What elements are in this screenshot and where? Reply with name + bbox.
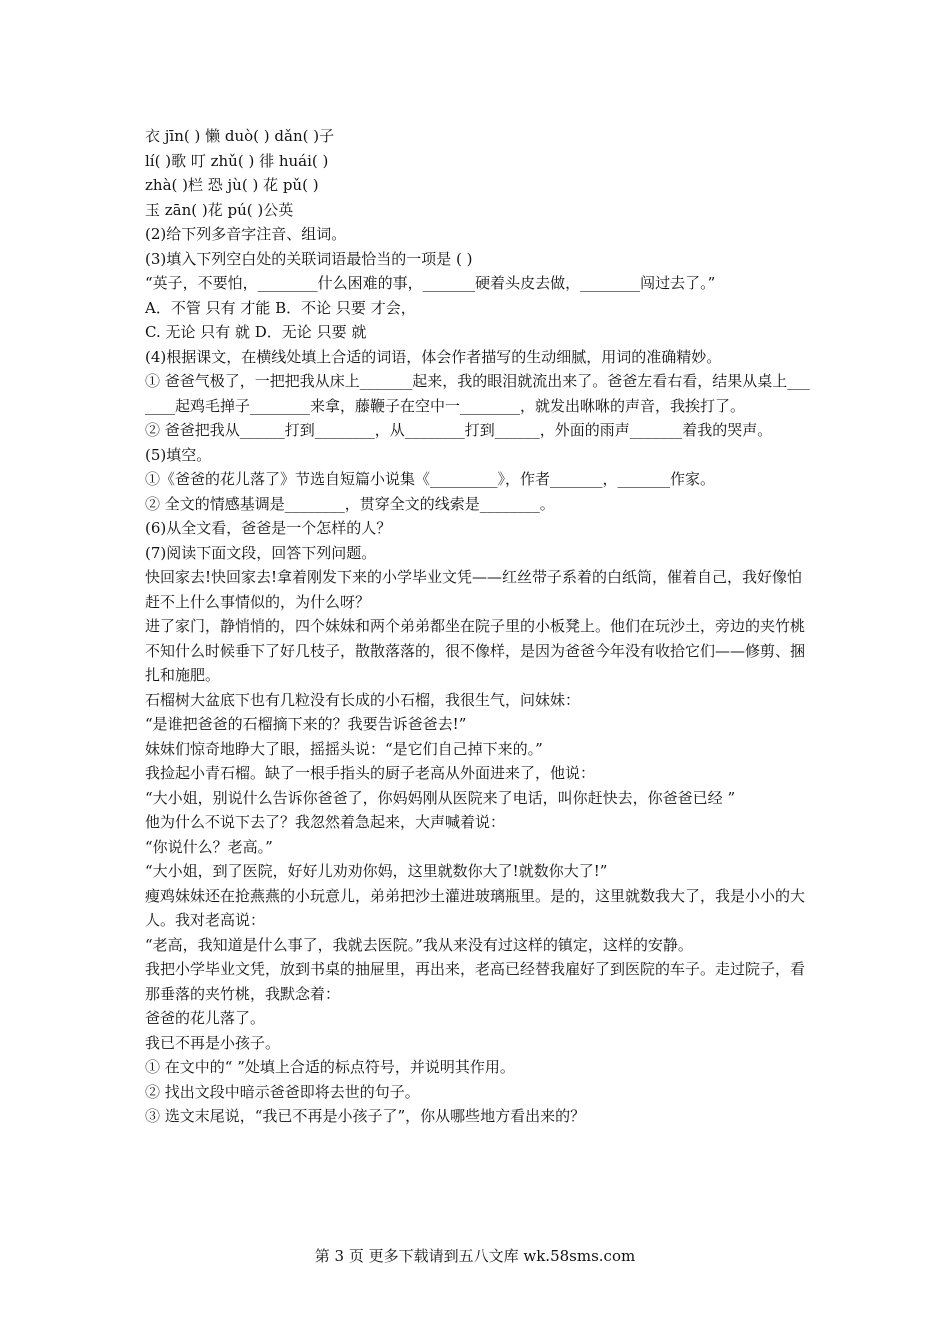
text-line: “大小姐，到了医院，好好儿劝劝你妈，这里就数你大了!就数你大了!” xyxy=(145,862,608,880)
text-line: lí( )歌 叮 zhǔ( ) 徘 huái( ) xyxy=(145,151,329,170)
option-line: A．不管 只有 才能 B．不论 只要 才会， xyxy=(145,298,416,317)
question-5: (5)填空。 xyxy=(145,445,212,464)
text-paragraph: ② 爸爸把我从______打到________，从________打到______，外面的雨声_______着我的哭声。 xyxy=(145,421,773,439)
sub-question: ② 找出文段中暗示爸爸即将去世的句子。 xyxy=(145,1082,420,1101)
text-paragraph: 我把小学毕业文凭，放到书桌的抽屉里，再出来，老高已经替我雇好了到医院的车子。走过院子，看那垂落的夹竹桃，我默念着： xyxy=(145,960,806,1003)
text-line: 妹妹们惊奇地睁大了眼，摇摇头说：“是它们自己掉下来的。” xyxy=(145,739,543,758)
option-line: C. 无论 只有 就 D．无论 只要 就 xyxy=(145,323,367,341)
question-7: (7)阅读下面文段，回答下列问题。 xyxy=(145,543,377,562)
text-line: 我捡起小青石榴。缺了一根手指头的厨子老高从外面进来了，他说： xyxy=(145,764,596,782)
question-2: (2)给下列多音字注音、组词。 xyxy=(145,225,347,243)
text-line: 玉 zān( )花 pú( )公英 xyxy=(145,200,294,219)
text-paragraph: ① 爸爸气极了，一把把我从床上_______起来，我的眼泪就流出来了。爸爸左看右看，结果从桌上_______起鸡毛掸子________来拿，藤鞭子在空中一________，就发出咻咻的声音，我挨打了。 xyxy=(145,372,810,415)
question-6: (6)从全文看，爸爸是一个怎样的人？ xyxy=(145,519,392,537)
sub-question: ① 在文中的“ ”处填上合适的标点符号，并说明其作用。 xyxy=(145,1058,515,1076)
text-line: “是谁把爸爸的石榴摘下来的？我要告诉爸爸去!” xyxy=(145,715,467,733)
text-line: 他为什么不说下去了？我忽然着急起来，大声喊着说： xyxy=(145,813,506,831)
text-line: 衣 jīn( ) 懒 duò( ) dǎn( )子 xyxy=(145,127,335,145)
text-line: zhà( )栏 恐 jù( ) 花 pǔ( ) xyxy=(145,176,319,194)
text-paragraph: 进了家门，静悄悄的，四个妹妹和两个弟弟都坐在院子里的小板凳上。他们在玩沙土，旁边的夹竹桃不知什么时候垂下了好几枝子，散散落落的，很不像样，是因为爸爸今年没有收拾它们——修剪、捆扎和施肥。 xyxy=(145,617,806,684)
sub-question: ③ 选文末尾说，“我已不再是小孩子了”，你从哪些地方看出来的？ xyxy=(145,1107,586,1125)
text-line: “老高，我知道是什么事了，我就去医院。”我从来没有过这样的镇定，这样的安静。 xyxy=(145,935,693,954)
document-body xyxy=(145,124,813,1129)
text-paragraph: 快回家去!快回家去!拿着刚发下来的小学毕业文凭——红丝带子系着的白纸筒，催着自己，我好像怕赶不上什么事情似的，为什么呀？ xyxy=(145,568,803,611)
text-line: ①《爸爸的花儿落了》节选自短篇小说集《_________》，作者_______，_______作家。 xyxy=(145,470,716,488)
text-line: ② 全文的情感基调是________，贯穿全文的线索是________。 xyxy=(145,494,555,513)
text-line: 我已不再是小孩子。 xyxy=(145,1033,281,1052)
text-line: “英子，不要怕，________什么困难的事，_______硬着头皮去做，________闯过去了。” xyxy=(145,274,716,292)
question-4: (4)根据课文，在横线处填上合适的词语，体会作者描写的生动细腻，用词的准确精妙。 xyxy=(145,347,722,366)
text-paragraph: “大小姐，别说什么告诉你爸爸了，你妈妈刚从医院来了电话，叫你赶快去，你爸爸已经 ” xyxy=(145,788,736,807)
text-paragraph: 瘦鸡妹妹还在抢燕燕的小玩意儿，弟弟把沙土灌进玻璃瓶里。是的，这里就数我大了，我是小小的大人。我对老高说： xyxy=(145,886,806,929)
text-line: 爸爸的花儿落了。 xyxy=(145,1009,266,1027)
text-line: 石榴树大盆底下也有几粒没有长成的小石榴，我很生气，问妹妹： xyxy=(145,690,581,709)
page-footer: 第 3 页 更多下载请到五八文库 wk.58sms.com xyxy=(314,1247,636,1265)
text-line: “你说什么？老高。” xyxy=(145,837,273,856)
question-3: (3)填入下列空白处的关联词语最恰当的一项是 ( ) xyxy=(145,249,473,268)
